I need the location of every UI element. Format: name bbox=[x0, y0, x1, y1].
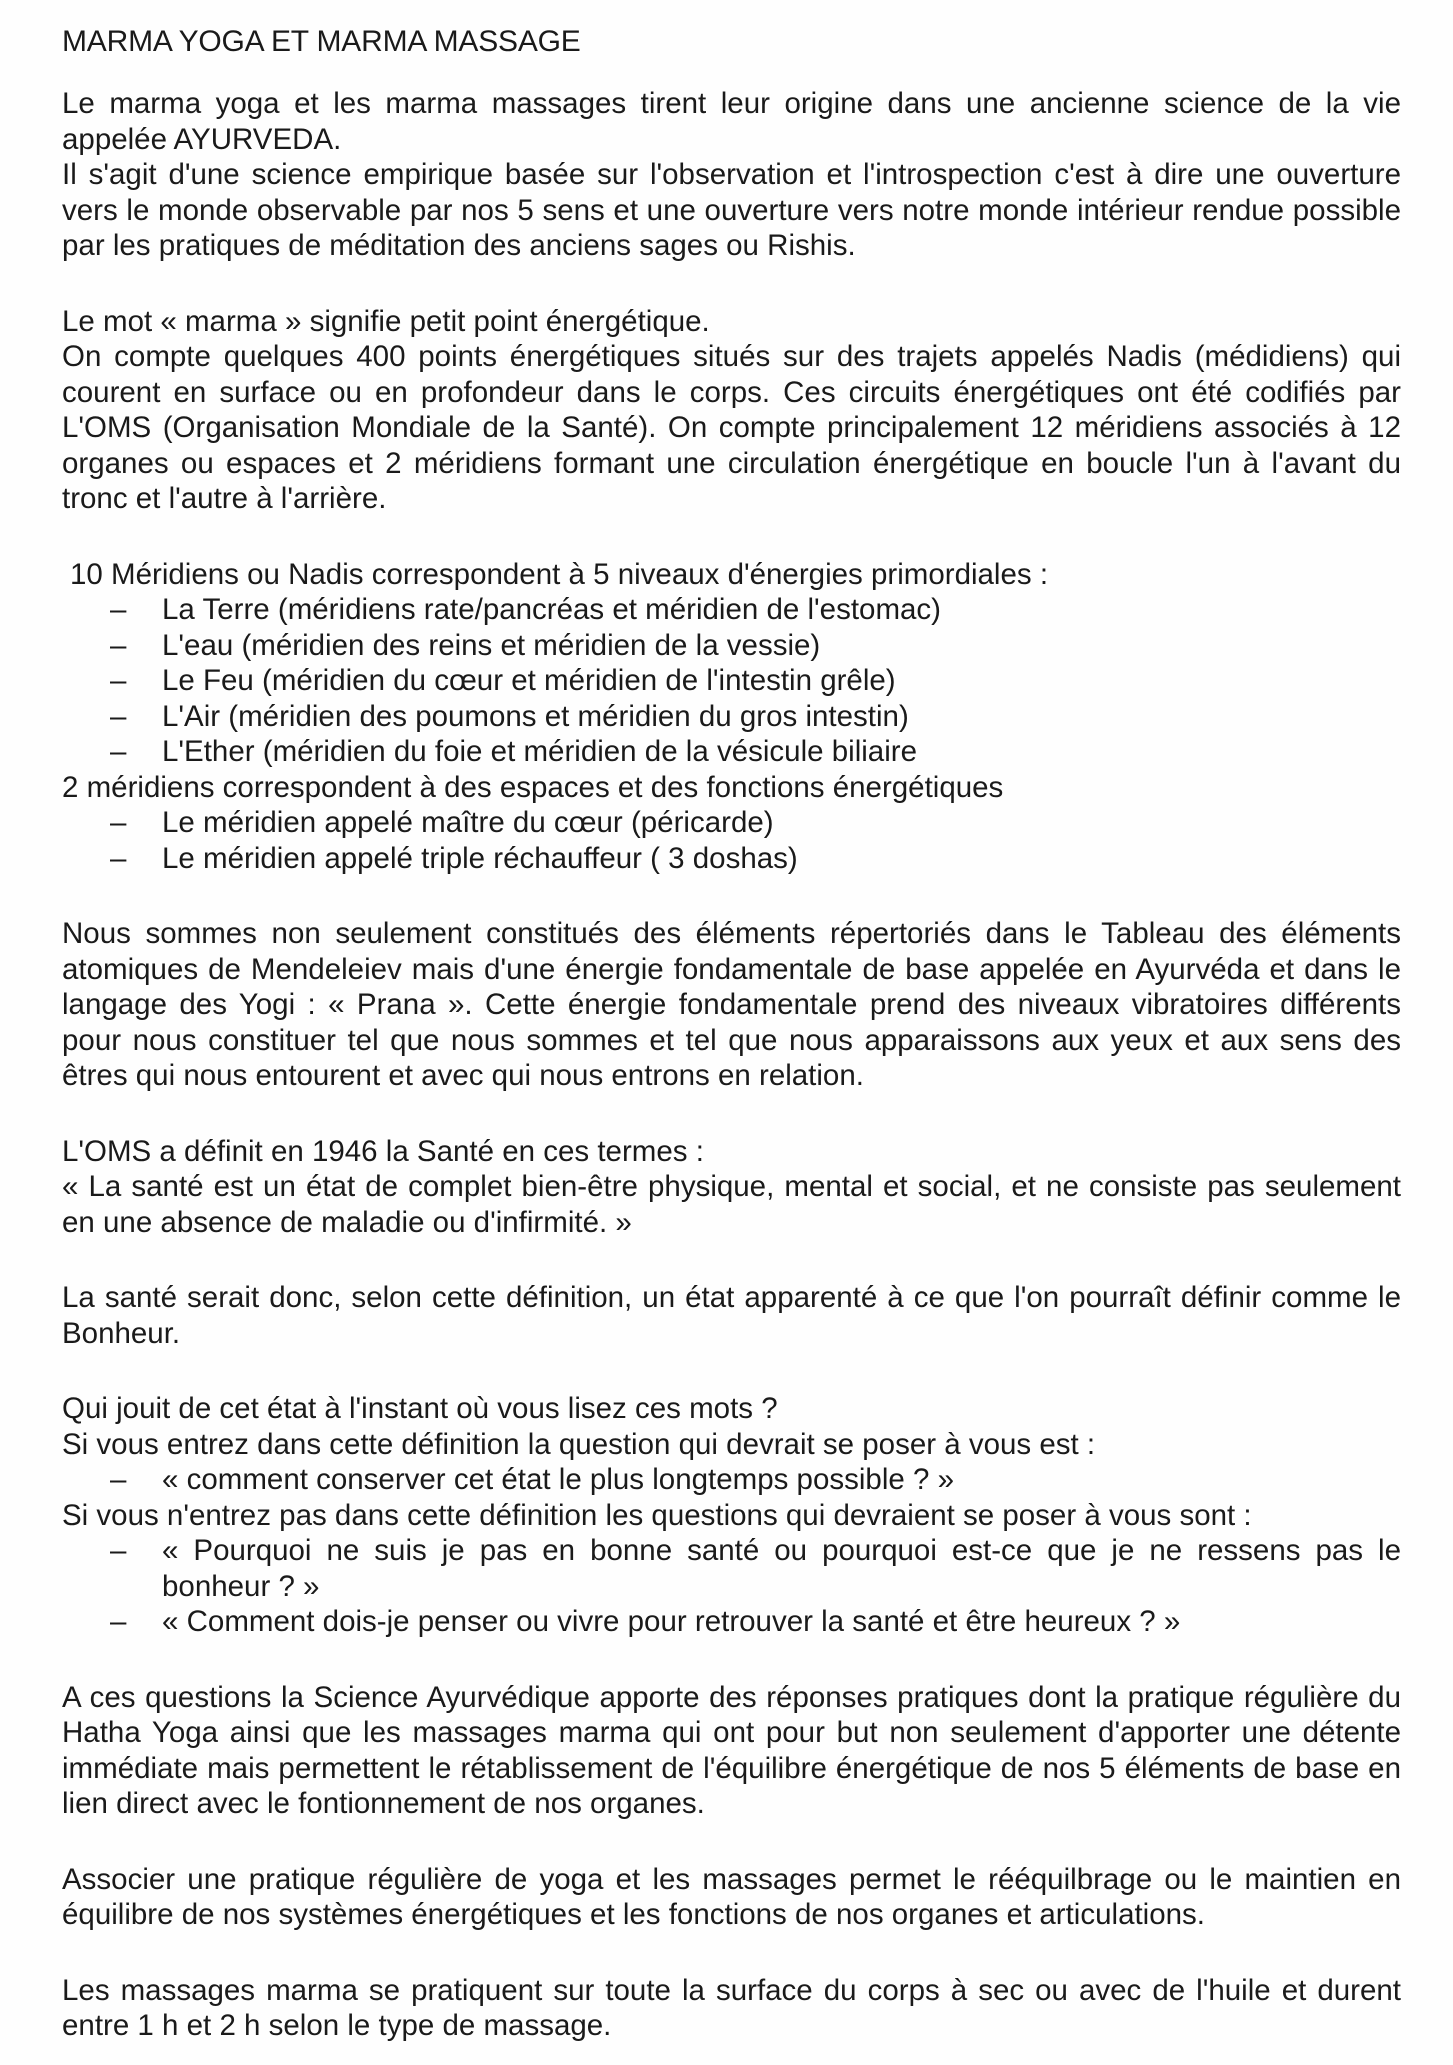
yoga-massage-paragraph: Associer une pratique régulière de yoga et les massages permet le rééquilbrage ou le maintien en équilibre de nos systèmes énergétiques et les fonctions de nos organes et articulations. bbox=[62, 1862, 1401, 1931]
list-item: – Le méridien appelé maître du cœur (péricarde) bbox=[110, 806, 774, 839]
list-item: – « Comment dois-je penser ou vivre pour retrouver la santé et être heureux ? » bbox=[110, 1605, 1181, 1638]
questions-list-2 bbox=[62, 1533, 1401, 1640]
intro-line-science: Il s'agit d'une science empirique basée sur l'observation et l'introspection c'est à dire une ouverture vers le monde observable par nos 5 sens et une ouverture vers notre monde intérieur rendue possible par les pratiques de méditation des anciens sages ou Rishis. bbox=[62, 158, 1401, 262]
list-dash: – bbox=[110, 735, 127, 768]
list-item: – « Pourquoi ne suis je pas en bonne santé ou pourquoi est-ce que je ne ressens pas le bonheur ? » bbox=[110, 1534, 1401, 1603]
list-item: – Le méridien appelé triple réchauffeur ( 3 doshas) bbox=[110, 841, 798, 875]
meridians-intro: 10 Méridiens ou Nadis correspondent à 5 niveaux d'énergies primordiales : bbox=[70, 557, 1049, 591]
marma-definition-paragraph bbox=[62, 304, 1401, 517]
list-item: – La Terre (méridiens rate/pancréas et méridien de l'estomac) bbox=[110, 593, 941, 626]
ayurvedic-answers-paragraph: A ces questions la Science Ayurvédique apporte des réponses pratiques dont la pratique régulière du Hatha Yoga ainsi que les massages marma qui ont pour but non seulement d'apporter une détente immédiate mais permettent le rétablissement de l'équilibre énergétique de nos 5 éléments de base en lien direct avec le fontionnement de nos organes. bbox=[62, 1680, 1401, 1820]
energy-points-line: On compte quelques 400 points énergétiques situés sur des trajets appelés Nadis (médidiens) qui courent en surface ou en profondeur dans le corps. Ces circuits énergétiques ont été codifiés par L'OMS (Organisation Mondiale de la Santé). On compte principalement 12 méridiens associés à 12 organes ou espaces et 2 méridiens formant une circulation énergétique en boucle l'un à l'avant du tronc et l'autre à l'arrière. bbox=[62, 340, 1401, 515]
question-line-2: Si vous entrez dans cette définition la question qui devrait se poser à vous est : bbox=[62, 1427, 1096, 1461]
list-dash: – bbox=[110, 664, 127, 697]
meridians-list bbox=[62, 592, 1401, 770]
list-item: – L'Air (méridien des poumons et méridien du gros intestin) bbox=[110, 699, 909, 733]
question-line-1: Qui jouit de cet état à l'instant où vous lisez ces mots ? bbox=[62, 1392, 778, 1425]
list-dash: – bbox=[110, 628, 127, 662]
oms-definition-paragraph bbox=[62, 1134, 1401, 1241]
oms-intro-line: L'OMS a définit en 1946 la Santé en ces termes : bbox=[62, 1134, 704, 1168]
intro-line-ayurveda: Le marma yoga et les marma massages tirent leur origine dans une ancienne science de la vie appelée AYURVEDA. bbox=[62, 87, 1401, 156]
list-item: – L'Ether (méridien du foie et méridien de la vésicule biliaire bbox=[110, 735, 917, 768]
meridians-intro-2: 2 méridiens correspondent à des espaces et des fonctions énergétiques bbox=[62, 770, 1004, 804]
happiness-paragraph: La santé serait donc, selon cette définition, un état apparenté à ce que l'on pourraît définir comme le Bonheur. bbox=[62, 1281, 1401, 1350]
oms-quote-line: « La santé est un état de complet bien-être physique, mental et social, et ne consiste pas seulement en une absence de maladie ou d'infirmité. » bbox=[62, 1170, 1401, 1239]
massage-practice-paragraph: Les massages marma se pratiquent sur toute la surface du corps à sec ou avec de l'huile et durent entre 1 h et 2 h selon le type de massage. bbox=[62, 1973, 1401, 2042]
list-dash: – bbox=[110, 841, 127, 875]
list-dash: – bbox=[110, 699, 127, 733]
list-item: – « comment conserver cet état le plus longtemps possible ? » bbox=[110, 1463, 954, 1496]
list-dash: – bbox=[110, 1605, 127, 1638]
meridians-list-2 bbox=[62, 805, 1401, 876]
prana-paragraph: Nous sommes non seulement constitués des éléments répertoriés dans le Tableau des éléments atomiques de Mendeleiev mais d'une énergie fondamentale de base appelée en Ayurvéda et dans le langage des Yogi : « Prana ». Cette énergie fondamentale prend des niveaux vibratoires différents pour nous constituer tel que nous sommes et tel que nous apparaissons aux yeux et aux sens des êtres qui nous entourent et avec qui nous entrons en relation. bbox=[62, 917, 1401, 1092]
marma-definition-line: Le mot « marma » signifie petit point énergétique. bbox=[62, 304, 710, 338]
list-dash: – bbox=[110, 1463, 127, 1496]
document-title: MARMA YOGA ET MARMA MASSAGE bbox=[62, 25, 581, 58]
list-dash: – bbox=[110, 593, 127, 626]
questions-list-1 bbox=[62, 1462, 1401, 1498]
list-dash: – bbox=[110, 1534, 127, 1567]
list-item: – Le Feu (méridien du cœur et méridien de l'intestin grêle) bbox=[110, 664, 896, 697]
question-line-3: Si vous n'entrez pas dans cette définition les questions qui devraient se poser à vous sont : bbox=[62, 1498, 1252, 1532]
list-dash: – bbox=[110, 806, 127, 839]
list-item: – L'eau (méridien des reins et méridien de la vessie) bbox=[110, 628, 821, 662]
intro-paragraph bbox=[62, 86, 1401, 264]
